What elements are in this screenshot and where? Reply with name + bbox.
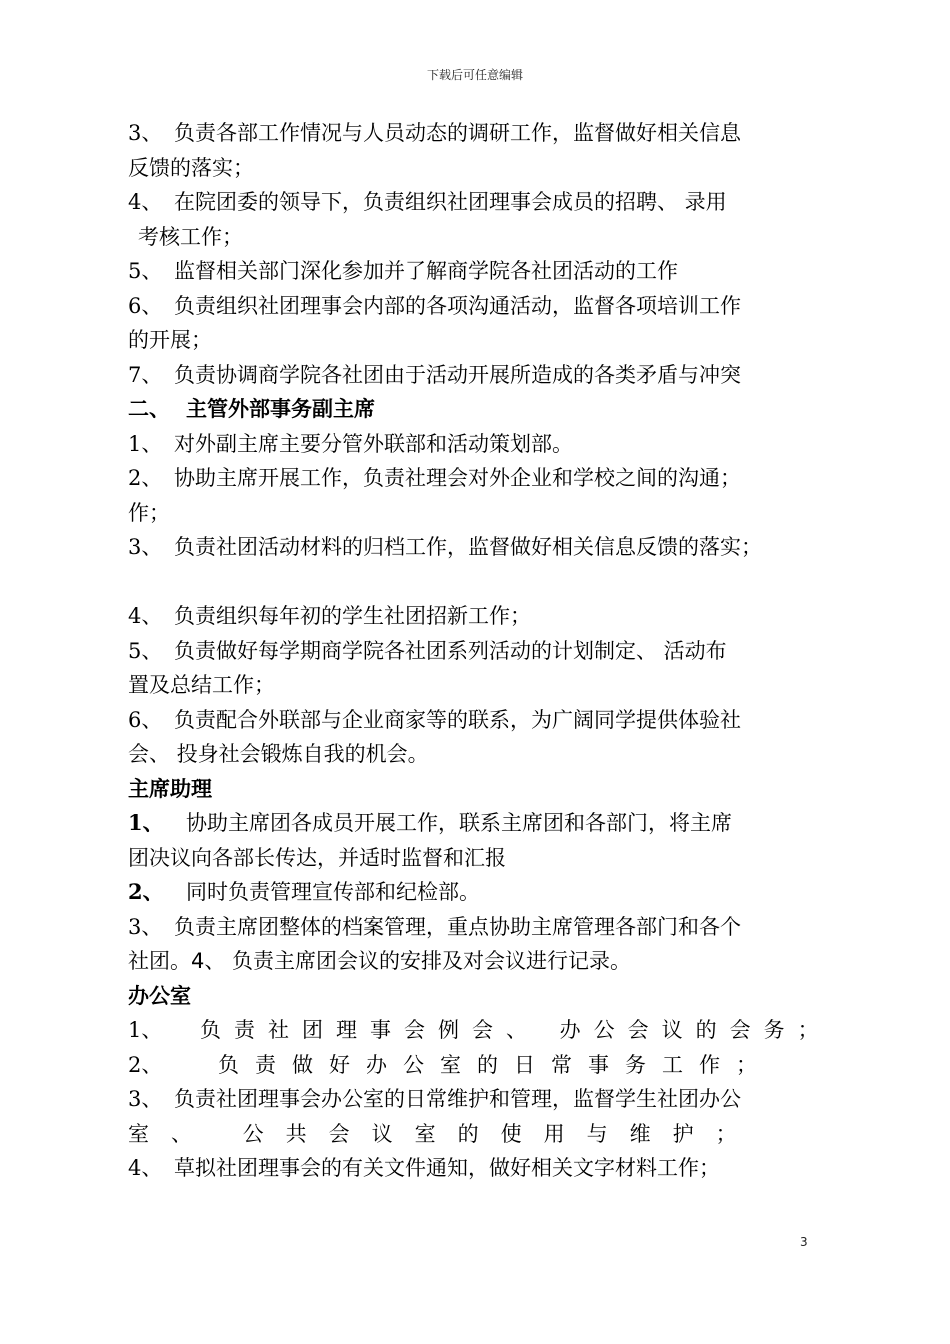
paragraph-line — [128, 910, 828, 945]
line-text: 在院团委的领导下，负责组织社团理事会成员的招聘、 录用 — [174, 190, 727, 214]
paragraph-line — [128, 841, 828, 876]
line-text: 负责社团理事会办公室的日常维护和管理，监督学生社团办公 — [174, 1087, 741, 1111]
line-text: 考核工作； — [138, 224, 243, 249]
item-number: 1、 — [128, 810, 164, 835]
paragraph-line — [128, 668, 828, 703]
line-text: 草拟社团理事会的有关文件通知，做好相关文字材料工作； — [174, 1156, 720, 1180]
paragraph-line — [128, 1151, 828, 1186]
paragraph-line — [128, 358, 828, 393]
section-heading — [128, 392, 828, 427]
section-number: 二、 — [128, 397, 170, 421]
paragraph-line — [128, 530, 828, 565]
line-text: 负责做好每学期商学院各社团系列活动的计划制定、 活动布 — [174, 638, 727, 663]
paragraph-line — [128, 703, 828, 738]
line-text: 协助主席开展工作，负责社理会对外企业和学校之间的沟通； — [174, 466, 741, 490]
paragraph-line — [128, 220, 828, 255]
section-heading — [128, 979, 828, 1014]
paragraph-line — [128, 496, 828, 531]
page-header: 下载后可任意编辑 — [426, 68, 523, 82]
paragraph-line — [128, 1117, 828, 1152]
item-number: 1、 — [128, 431, 163, 456]
line-text: 负责做好办公室的日常事务工作； — [218, 1052, 773, 1077]
paragraph-line — [128, 151, 828, 186]
paragraph-line — [128, 185, 828, 220]
line-text: 负责各部工作情况与人员动态的调研工作，监督做好相关信息 — [174, 121, 741, 145]
item-number: 3、 — [128, 1087, 163, 1111]
line-text: 负责社团活动材料的归档工作，监督做好相关信息反馈的落实； — [174, 535, 762, 559]
line-text: 的开展； — [128, 328, 212, 352]
paragraph-line — [128, 1013, 832, 1048]
paragraph-line — [128, 116, 828, 151]
item-number: 3、 — [128, 121, 163, 145]
line-text: 置及总结工作； — [128, 673, 275, 697]
paragraph-line — [128, 737, 828, 772]
item-number: 4、 — [128, 604, 163, 628]
line-text: 对外副主席主要分管外联部和活动策划部。 — [174, 431, 573, 456]
line-text: 团决议向各部长传达，并适时监督和汇报 — [128, 845, 506, 870]
item-number: 6、 — [128, 707, 163, 732]
line-text: 负责社团理事会例会、 办公会议的会务； — [200, 1018, 832, 1042]
item-number: 5、 — [128, 259, 163, 283]
line-text: 负责组织社团理事会内部的各项沟通活动，监督各项培训工作 — [174, 293, 741, 318]
paragraph-line — [128, 461, 828, 496]
document-body — [128, 116, 832, 1186]
item-number: 4、 — [128, 190, 163, 214]
item-number: 2、 — [128, 1052, 163, 1077]
paragraph-line — [128, 1082, 828, 1117]
item-number: 3、 — [128, 535, 163, 559]
paragraph-line — [128, 599, 828, 634]
blank-line — [128, 565, 828, 600]
line-text: 负责组织每年初的学生社团招新工作； — [174, 604, 531, 628]
paragraph-line — [128, 634, 828, 669]
line-text: 室、 公共会议室的使用与维护； — [128, 1121, 759, 1146]
section-title: 主席助理 — [128, 776, 212, 801]
item-number: 6、 — [128, 293, 163, 318]
paragraph-line — [128, 875, 828, 910]
line-text: 监督相关部门深化参加并了解商学院各社团活动的工作 — [174, 259, 678, 283]
line-text: 作； — [128, 500, 170, 525]
paragraph-line — [128, 944, 828, 979]
paragraph-line — [128, 806, 828, 841]
line-text: 负责主席团整体的档案管理，重点协助主席管理各部门和各个 — [174, 914, 741, 939]
line-text: 同时负责管理宣传部和纪检部。 — [186, 880, 480, 904]
page-number: 3 — [800, 1235, 808, 1249]
paragraph-line — [128, 323, 828, 358]
line-text: 负责配合外联部与企业商家等的联系，为广阔同学提供体验社 — [174, 707, 741, 732]
paragraph-line — [128, 427, 828, 462]
section-title: 办公室 — [128, 983, 191, 1008]
paragraph-line — [128, 1048, 828, 1083]
item-number: 7、 — [128, 362, 163, 387]
line-text: 社团。4、 负责主席团会议的安排及对会议进行记录。 — [128, 949, 632, 973]
item-number: 4、 — [128, 1156, 163, 1180]
paragraph-line — [128, 289, 828, 324]
item-number: 2、 — [128, 879, 164, 904]
item-number: 2、 — [128, 466, 163, 490]
line-text: 反馈的落实； — [128, 155, 254, 180]
line-text: 会、 投身社会锻炼自我的机会。 — [128, 742, 429, 766]
item-number: 3、 — [128, 914, 163, 939]
line-text: 协助主席团各成员开展工作，联系主席团和各部门，将主席 — [186, 811, 732, 835]
paragraph-line — [128, 254, 828, 289]
section-heading — [128, 772, 828, 807]
section-title: 主管外部事务副主席 — [186, 397, 375, 421]
item-number: 1、 — [128, 1018, 163, 1042]
item-number: 5、 — [128, 638, 163, 663]
line-text: 负责协调商学院各社团由于活动开展所造成的各类矛盾与冲突 — [174, 362, 741, 387]
